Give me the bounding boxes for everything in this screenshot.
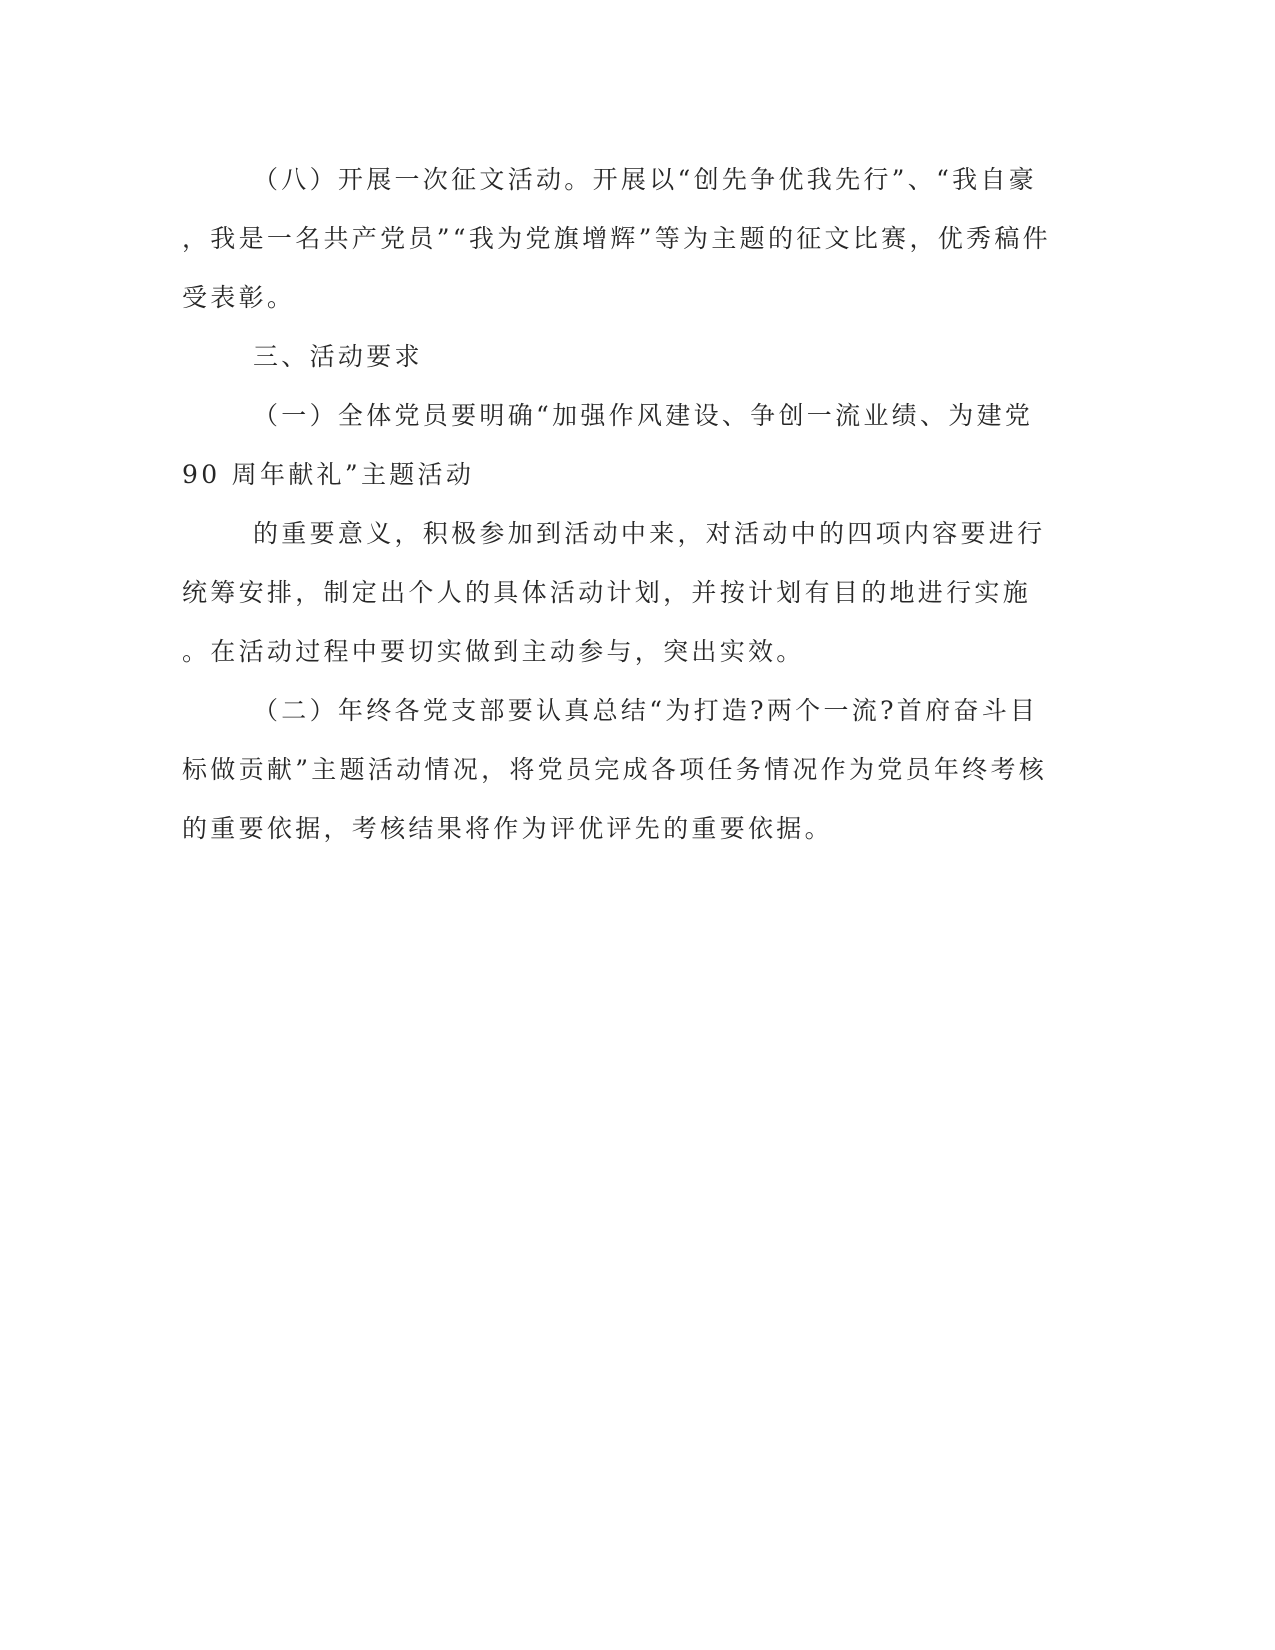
requirement-2-line-1: （二）年终各党支部要认真总结“为打造?两个一流?首府奋斗目 [253, 696, 1039, 725]
paragraph-8-line-3: 受表彰。 [182, 283, 296, 312]
paragraph-8-line-2: ，我是一名共产党员”“我为党旗增辉”等为主题的征文比赛，优秀稿件 [182, 224, 1051, 253]
requirement-1-line-1: （一）全体党员要明确“加强作风建设、争创一流业绩、为建党 [253, 401, 1034, 430]
section-heading-activity-requirements: 三、活动要求 [253, 342, 423, 371]
requirement-1-line-2: 90 周年献礼”主题活动 [182, 460, 475, 489]
requirement-2-line-3: 的重要依据，考核结果将作为评优评先的重要依据。 [182, 814, 833, 843]
paragraph-8-line-1: （八）开展一次征文活动。开展以“创先争优我先行”、“我自豪 [253, 165, 1038, 194]
requirement-1-cont-line-2: 统筹安排，制定出个人的具体活动计划，并按计划有目的地进行实施 [182, 578, 1032, 607]
requirement-1-cont-line-1: 的重要意义，积极参加到活动中来，对活动中的四项内容要进行 [253, 519, 1046, 548]
requirement-2-line-2: 标做贡献”主题活动情况，将党员完成各项任务情况作为党员年终考核 [182, 755, 1048, 784]
requirement-1-cont-line-3: 。在活动过程中要切实做到主动参与，突出实效。 [182, 637, 805, 666]
